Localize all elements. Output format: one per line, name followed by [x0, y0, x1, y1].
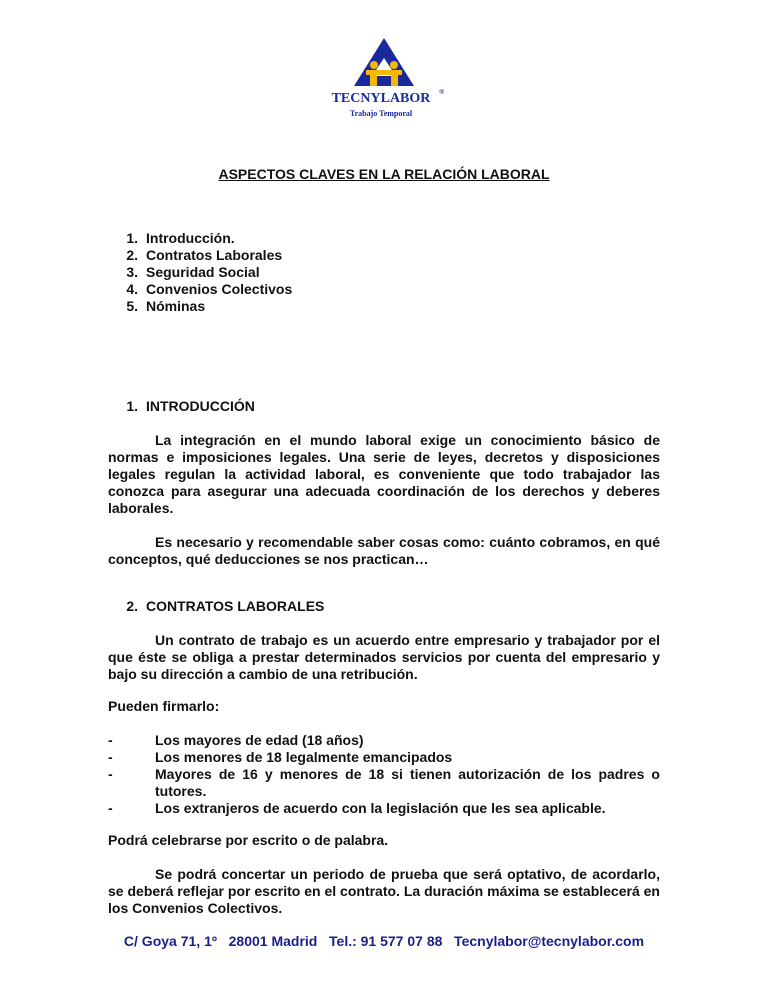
- toc-item: 3. Seguridad Social: [126, 264, 260, 280]
- document-title: ASPECTOS CLAVES EN LA RELACIÓN LABORAL: [218, 166, 550, 182]
- list-item: - Los extranjeros de acuerdo con la legislación que les sea aplicable.: [108, 800, 606, 816]
- logo-emblem-icon: [309, 36, 459, 122]
- toc-item: 5. Nóminas: [126, 298, 206, 314]
- svg-text:®: ®: [439, 88, 445, 96]
- section-heading: 2. CONTRATOS LABORALES: [126, 598, 325, 614]
- section-heading: 1. INTRODUCCIÓN: [126, 398, 255, 414]
- paragraph: La integración en el mundo laboral exige un conocimiento básico de normas e imposiciones legales. Una serie de leyes, decretos y disposiciones legales regulan la actividad laboral, es conveniente que todo trabajador las conozca para asegurar una adecuada coordinación de los derechos y deberes laborales.: [108, 432, 660, 516]
- list-item: - Mayores de 16 y menores de 18 si tienen autorización de los padres o tutores.: [108, 766, 660, 799]
- paragraph: Pueden firmarlo:: [108, 698, 220, 714]
- footer-contact: C/ Goya 71, 1º 28001 Madrid Tel.: 91 577 07 88 Tecnylabor@tecnylabor.com: [123, 933, 645, 949]
- toc-item: 2. Contratos Laborales: [126, 247, 283, 263]
- paragraph: Es necesario y recomendable saber cosas como: cuánto cobramos, en qué conceptos, qué deducciones se nos practican…: [108, 534, 660, 567]
- toc-item: 4. Convenios Colectivos: [126, 281, 293, 297]
- paragraph: Se podrá concertar un periodo de prueba que será optativo, de acordarlo, se deberá reflejar por escrito en el contrato. La duración máxima se establecerá en los Convenios Colectivos.: [108, 866, 660, 916]
- paragraph: Un contrato de trabajo es un acuerdo entre empresario y trabajador por el que éste se obliga a prestar determinados servicios por cuenta del empresario y bajo su dirección a cambio de una retribución.: [108, 632, 660, 682]
- bullet-list: [108, 732, 660, 817]
- svg-text:TECNYLABOR: TECNYLABOR: [331, 91, 431, 106]
- svg-text:Trabajo Temporal: Trabajo Temporal: [349, 109, 413, 118]
- list-item: - Los menores de 18 legalmente emancipados: [108, 749, 453, 765]
- company-logo: [309, 36, 459, 122]
- table-of-contents: [108, 230, 660, 315]
- document-body: [108, 230, 660, 960]
- toc-item: 1. Introducción.: [126, 230, 235, 246]
- paragraph: Podrá celebrarse por escrito o de palabra.: [108, 832, 389, 848]
- list-item: - Los mayores de edad (18 años): [108, 732, 364, 748]
